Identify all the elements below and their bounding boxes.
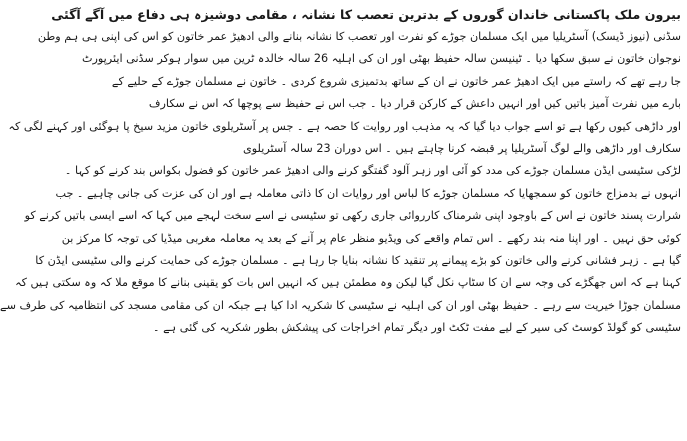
news-article [0, 3, 681, 435]
paragraph-2-line: گیا ہے ۔ زہر فشانی کرنے والی خاتون کو بڑے پیمانے پر تنقید کا نشانہ بنایا جا رہا ہے ۔ مسلمان جوڑے کی حمایت کرنے والی سٹیسی ایڈن کا [35, 253, 681, 267]
paragraph-2-line: مسلمان جوڑا خیریت سے رہے ۔ حفیظ بھٹی اور ان کی اہلیہ نے سٹیسی کا شکریہ ادا کیا ہے جبکہ ان کی مقامی مسجد کی انتظامیہ کی طرف سے [0, 298, 681, 312]
paragraph-2-line: انہوں نے بدمزاج خاتون کو سمجھایا کہ مسلمان جوڑے کا لباس اور روایات ان کا ذاتی معاملہ ہے اور ان کی عزت کی جانی چاہیے ۔ جب [55, 186, 681, 200]
paragraph-2-line: سٹیسی کو گولڈ کوسٹ کی سیر کے لیے مفت ٹکٹ اور دیگر تمام اخراجات کی پیشکش بطور شکریہ کی گئی ہے ۔ [153, 321, 681, 335]
paragraph-1 [8, 26, 681, 183]
paragraph-2-line: کہنا ہے کہ اس جھگڑے کی وجہ سے ان کا سٹاپ نکل گیا لیکن وہ مطمئن ہیں کہ انہیں اس بات کو یقینی بنانے کا موقع ملا کہ وہ سکتی ہیں کہ [15, 276, 681, 290]
paragraph-1-line: بارے میں نفرت آمیز باتیں کیں اور انہیں داعش کے کارکن قرار دیا ۔ جب اس نے حفیظ سے پوچھا کہ اس نے سکارف [148, 97, 681, 111]
paragraph-2-line: شرارت پسند خاتون نے اس کے باوجود اپنی شرمناک کارروائی جاری رکھی تو سٹیسی نے اسے سخت لہجے میں کہا کہ اسے ایسی باتیں کرنے کو [24, 209, 681, 223]
paragraph-1-line: سکارف اور داڑھی والے لوگ آسٹریلیا پر قبضہ کرنا چاہتے ہیں ۔ اس دوران 23 سالہ آسٹریلوی [243, 141, 681, 155]
headline: بیرون ملک پاکستانی خاندان گوروں کے بدترین تعصب کا نشانہ ، مقامی دوشیزہ ہی دفاع میں آگے آگئی [51, 7, 681, 22]
paragraph-1-line: نوجوان خاتون نے سبق سکھا دیا ۔ ٹینیسن سالہ حفیظ بھٹی اور ان کی اہلیہ 26 سالہ خالدہ ٹرین میں سوار ہوکر سڈنی ایئرپورٹ [81, 52, 681, 66]
paragraph-1-line: لڑکی سٹیسی ایڈن مسلمان جوڑے کی مدد کو آئی اور زہر آلود گفتگو کرنے والی ادھیڑ عمر خاتون کو فضول بکواس بند کرنے کو کہا ۔ [64, 164, 681, 178]
paragraph-1-line: اور داڑھی کیوں رکھا ہے تو اسے جواب دیا گیا کہ یہ مذہب اور روایت کا حصہ ہے ۔ جس پر آسٹریلوی خاتون مزید سیخ پا ہوگئی اور کہنے لگی کہ [8, 119, 681, 133]
paragraph-1-line: جا رہے تھے کہ راستے میں ایک ادھیڑ عمر خاتون نے ان کے ساتھ بدتمیزی شروع کردی ۔ خاتون نے مسلمان جوڑے کے حلیے کے [111, 74, 681, 88]
paragraph-2-line: کوئی حق نہیں ۔ اور اپنا منہ بند رکھے ۔ اس تمام واقعے کی ویڈیو منظر عام پر آنے کے بعد یہ معاملہ مغربی میڈیا کی توجہ کا مرکز بن [61, 231, 681, 245]
paragraph-1-line: سڈنی (نیوز ڈیسک) آسٹریلیا میں ایک مسلمان جوڑے کو نفرت اور تعصب کا نشانہ بنانے والی ادھیڑ عمر خاتون کو اس کی اپنی ہی ہم وطن [37, 30, 681, 43]
paragraph-2 [0, 183, 681, 340]
